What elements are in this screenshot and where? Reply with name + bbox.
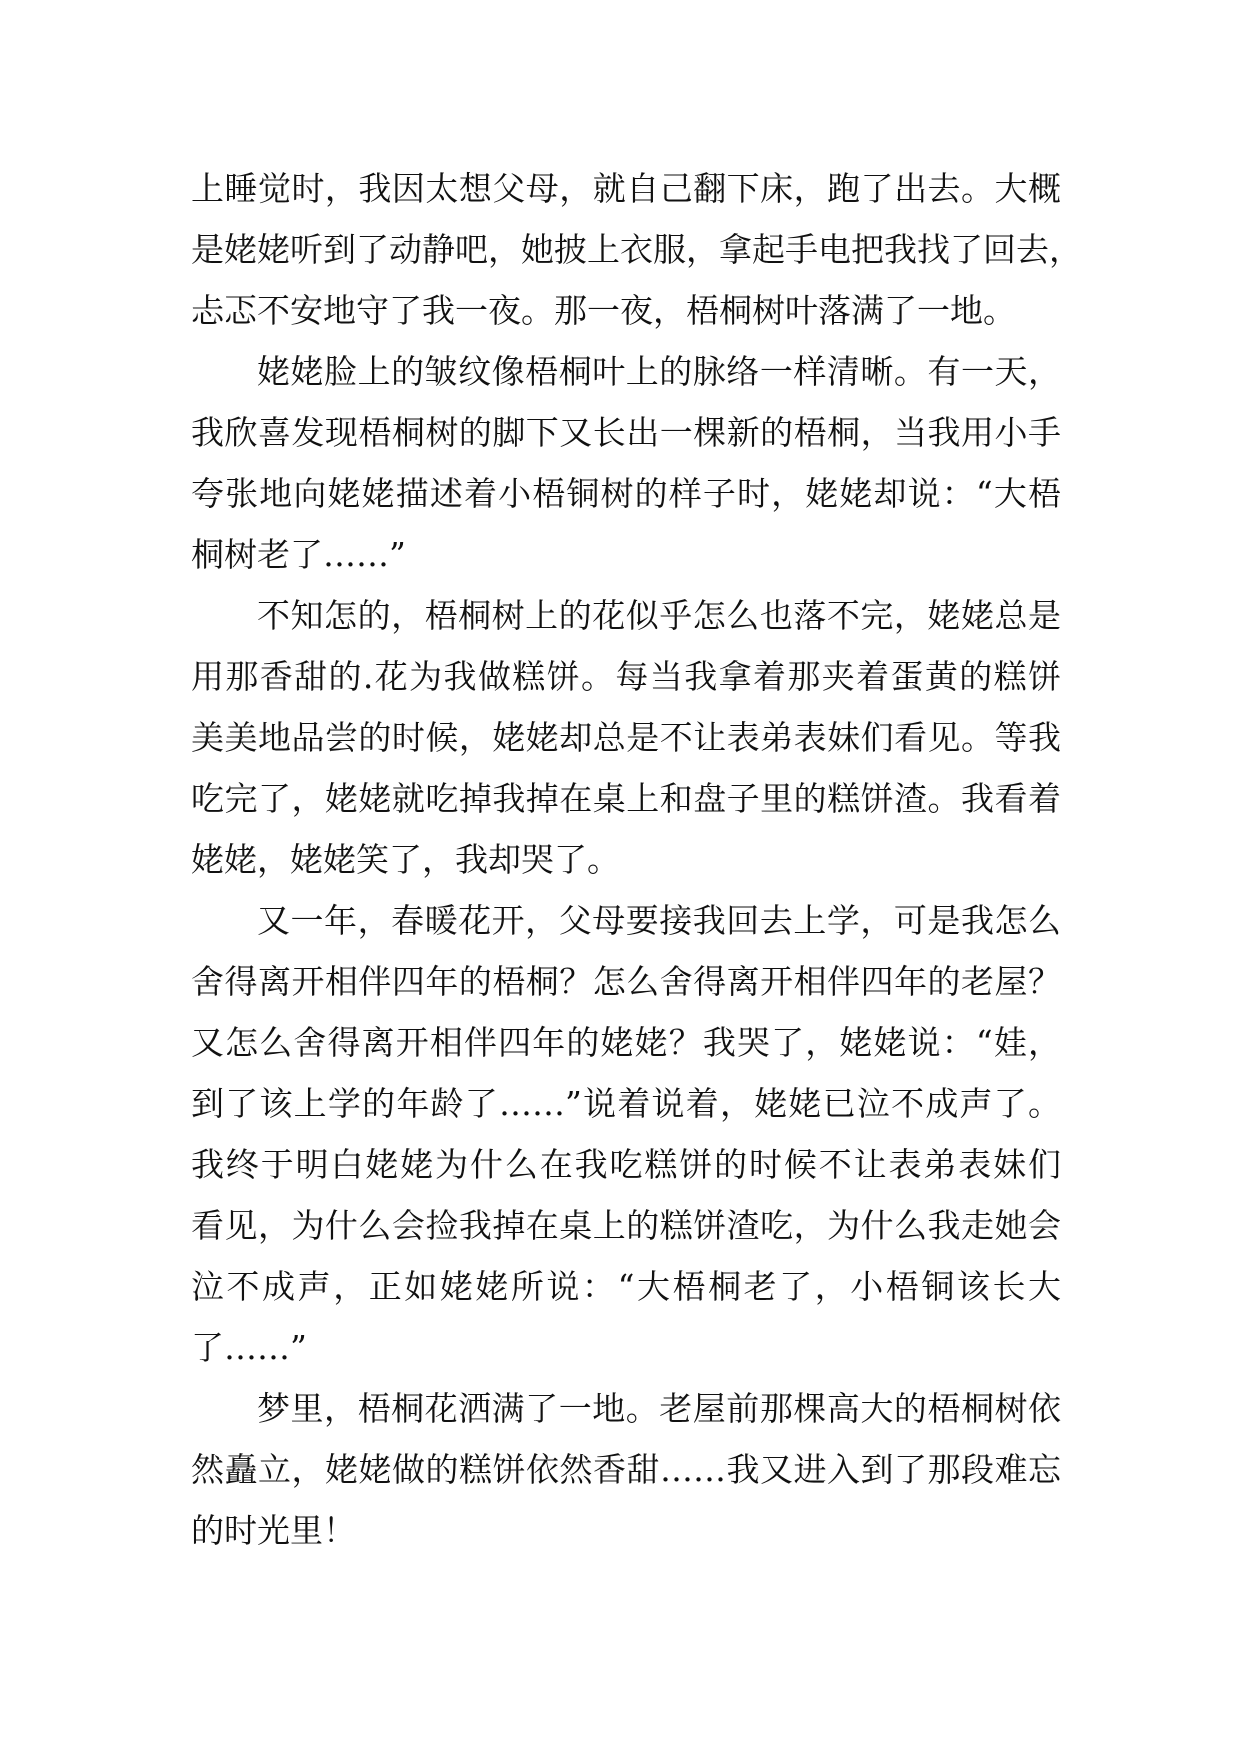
text-line: 又一年，春暖花开，父母要接我回去上学，可是我怎么: [257, 901, 1061, 940]
text-line: 又怎么舍得离开相伴四年的姥姥？我哭了，姥姥说：“娃，: [191, 1023, 1061, 1062]
text-line: 忐忑不安地守了我一夜。那一夜，梧桐树叶落满了一地。: [191, 291, 1016, 330]
text-line: 上睡觉时，我因太想父母，就自己翻下床，跑了出去。大概: [191, 169, 1061, 208]
text-line: 看见，为什么会捡我掉在桌上的糕饼渣吃，为什么我走她会: [191, 1206, 1061, 1245]
text-line: 了……”: [191, 1328, 307, 1367]
text-line: 舍得离开相伴四年的梧桐？怎么舍得离开相伴四年的老屋？: [191, 962, 1061, 1001]
text-line: 我终于明白姥姥为什么在我吃糕饼的时候不让表弟表妹们: [191, 1145, 1061, 1184]
paragraph: [191, 585, 1061, 890]
text-line: 美美地品尝的时候，姥姥却总是不让表弟表妹们看见。等我: [191, 718, 1061, 757]
text-line: 然矗立，姥姥做的糕饼依然香甜……我又进入到了那段难忘: [191, 1450, 1061, 1489]
paragraph: [191, 341, 1061, 585]
document-body: [191, 158, 1082, 1561]
text-line: 吃完了，姥姥就吃掉我掉在桌上和盘子里的糕饼渣。我看着: [191, 779, 1061, 818]
paragraph: [191, 1378, 1061, 1561]
text-line: 不知怎的，梧桐树上的花似乎怎么也落不完，姥姥总是: [257, 596, 1061, 635]
text-line: 是姥姥听到了动静吧，她披上衣服，拿起手电把我找了回去，: [191, 230, 1082, 269]
text-line: 姥姥，姥姥笑了，我却哭了。: [191, 840, 620, 879]
paragraph: [191, 890, 1061, 1378]
text-line: 我欣喜发现梧桐树的脚下又长出一棵新的梧桐，当我用小手: [191, 413, 1061, 452]
paragraph: [191, 158, 1082, 341]
text-line: 到了该上学的年龄了……”说着说着，姥姥已泣不成声了。: [191, 1084, 1061, 1123]
text-line: 梦里，梧桐花洒满了一地。老屋前那棵高大的梧桐树依: [257, 1389, 1061, 1428]
text-line: 的时光里！: [191, 1511, 356, 1550]
text-line: 用那香甜的.花为我做糕饼。每当我拿着那夹着蛋黄的糕饼: [191, 657, 1061, 696]
text-line: 姥姥脸上的皱纹像梧桐叶上的脉络一样清晰。有一天，: [257, 352, 1061, 391]
text-line: 桐树老了……”: [191, 535, 406, 574]
text-line: 泣不成声，正如姥姥所说：“大梧桐老了，小梧铜该长大: [191, 1267, 1061, 1306]
text-line: 夸张地向姥姥描述着小梧铜树的样子时，姥姥却说：“大梧: [191, 474, 1061, 513]
